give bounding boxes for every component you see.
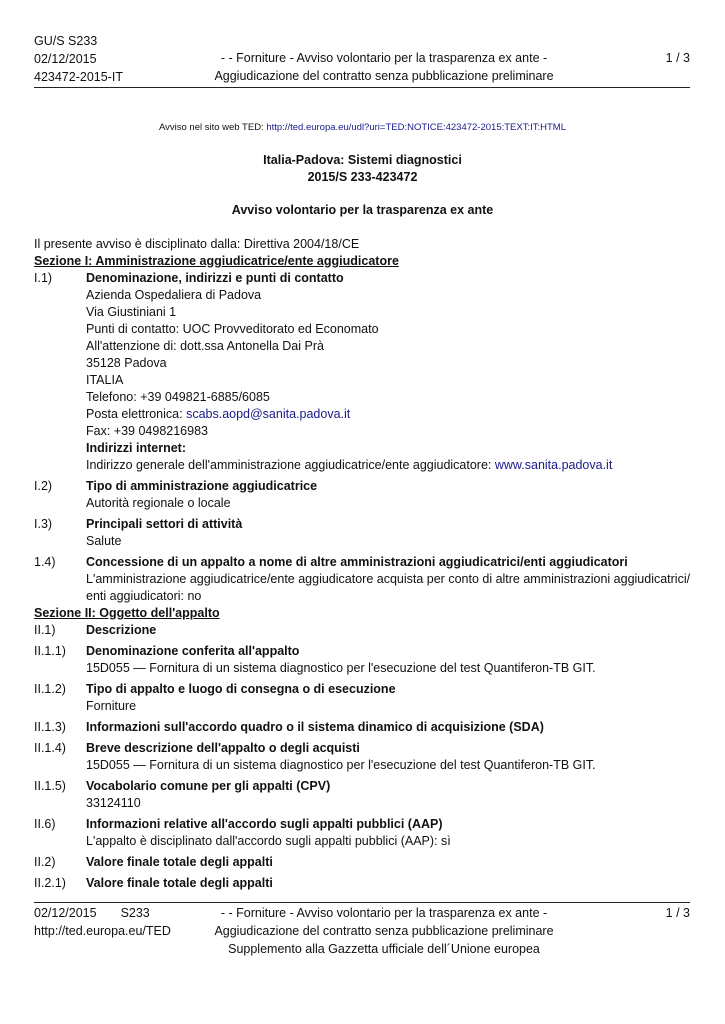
item-ii15 <box>34 778 694 812</box>
item-number: II.1.4) <box>34 741 66 755</box>
item-number: II.1.2) <box>34 682 66 696</box>
ted-notice-line <box>0 122 725 133</box>
header-title-line1: - - Forniture - Avviso volontario per la trasparenza ex ante - <box>220 51 548 65</box>
attention-of: All'attenzione di: dott.ssa Antonella Dai Prà <box>86 339 324 353</box>
item-number: I.2) <box>34 479 53 493</box>
notice-body <box>34 236 694 892</box>
item-number: II.2) <box>34 855 56 869</box>
item-i3 <box>34 516 694 550</box>
email-link[interactable]: scabs.aopd@sanita.padova.it <box>186 407 351 421</box>
item-title: Valore finale totale degli appalti <box>86 876 273 890</box>
item-title: Denominazione, indirizzi e punti di contatto <box>86 271 344 285</box>
org-country: ITALIA <box>86 373 124 387</box>
item-number: II.6) <box>34 817 56 831</box>
intro-line: Il presente avviso è disciplinato dalla: Direttiva 2004/18/CE <box>34 237 360 251</box>
header-divider <box>34 87 690 88</box>
footer-url: http://ted.europa.eu/TED <box>34 924 171 938</box>
item-title: Denominazione conferita all'appalto <box>86 644 300 658</box>
item-number: 1.4) <box>34 555 56 569</box>
section-1-heading: Sezione I: Amministrazione aggiudicatrice/ente aggiudicatore <box>34 254 399 268</box>
general-address-line <box>86 457 694 474</box>
general-address-label: Indirizzo generale dell'amministrazione aggiudicatrice/ente aggiudicatore: <box>86 458 495 472</box>
item-ii21 <box>34 875 694 892</box>
ted-link[interactable]: http://ted.europa.eu/udl?uri=TED:NOTICE:423472-2015:TEXT:IT:HTML <box>266 122 567 133</box>
internet-heading: Indirizzi internet: <box>86 441 186 455</box>
website-link[interactable]: www.sanita.padova.it <box>494 458 613 472</box>
item-value: Salute <box>86 534 122 548</box>
email-label: Posta elettronica: <box>86 407 187 421</box>
item-title: Tipo di appalto e luogo di consegna o di esecuzione <box>86 682 396 696</box>
notice-reference: 2015/S 233-423472 <box>307 170 418 184</box>
item-i4 <box>34 554 694 605</box>
section-2-heading: Sezione II: Oggetto dell'appalto <box>34 606 220 620</box>
header-title <box>174 49 594 85</box>
footer-title <box>174 904 594 958</box>
notice-place-title: Italia-Padova: Sistemi diagnostici <box>263 153 462 167</box>
notice-type-title: Avviso volontario per la trasparenza ex ante <box>231 203 494 217</box>
footer-divider <box>34 902 690 903</box>
item-ii2 <box>34 854 694 871</box>
item-ii12 <box>34 681 694 715</box>
ted-prefix: Avviso nel sito web TED: <box>158 122 267 133</box>
item-number: II.1) <box>34 623 56 637</box>
item-value-line1: L'amministrazione aggiudicatrice/ente aggiudicatore acquista per conto di altre amministrazioni aggiudicatrici/ <box>86 572 691 586</box>
footer-date-supp <box>34 904 171 922</box>
item-title: Concessione di un appalto a nome di altre amministrazioni aggiudicatrici/enti aggiudicatori <box>86 555 628 569</box>
item-title: Informazioni sull'accordo quadro o il sistema dinamico di acquisizione (SDA) <box>86 720 544 734</box>
org-name: Azienda Ospedaliera di Padova <box>86 288 262 302</box>
page-header <box>34 32 690 88</box>
footer-page-number: 1 / 3 <box>665 906 690 920</box>
item-number: II.1.5) <box>34 779 66 793</box>
item-value: L'appalto è disciplinato dall'accordo sugli appalti pubblici (AAP): sì <box>86 834 451 848</box>
item-ii1 <box>34 622 694 639</box>
item-ii13 <box>34 719 694 736</box>
item-number: I.1) <box>34 271 53 285</box>
item-ii11 <box>34 643 694 677</box>
item-title: Breve descrizione dell'appalto o degli acquisti <box>86 741 360 755</box>
footer-supplement: S233 <box>120 906 150 920</box>
item-value: 33124110 <box>86 796 141 810</box>
footer-date: 02/12/2015 <box>34 906 97 920</box>
item-title: Informazioni relative all'accordo sugli appalti pubblici (AAP) <box>86 817 443 831</box>
item-ii6 <box>34 816 694 850</box>
org-city: 35128 Padova <box>86 356 167 370</box>
item-value-line2: enti aggiudicatori: no <box>86 589 202 603</box>
org-street: Via Giustiniani 1 <box>86 305 177 319</box>
header-date: 02/12/2015 <box>34 52 97 66</box>
item-title: Descrizione <box>86 623 157 637</box>
org-phone: Telefono: +39 049821-6885/6085 <box>86 390 270 404</box>
header-page-number: 1 / 3 <box>665 51 690 65</box>
item-value: Forniture <box>86 699 137 713</box>
header-doc-id: 423472-2015-IT <box>34 70 123 84</box>
item-ii14 <box>34 740 694 774</box>
item-title: Vocabolario comune per gli appalti (CPV) <box>86 779 331 793</box>
header-meta <box>34 32 123 86</box>
item-number: II.2.1) <box>34 876 66 890</box>
item-value: 15D055 — Fornitura di un sistema diagnostico per l'esecuzione del test Quantiferon-TB GIT. <box>86 661 596 675</box>
item-title: Principali settori di attività <box>86 517 243 531</box>
item-value: Autorità regionale o locale <box>86 496 231 510</box>
item-number: I.3) <box>34 517 53 531</box>
header-journal: GU/S S233 <box>34 34 98 48</box>
item-title: Tipo di amministrazione aggiudicatrice <box>86 479 318 493</box>
footer-line3: Supplemento alla Gazzetta ufficiale dell´Unione europea <box>228 942 540 956</box>
item-value: 15D055 — Fornitura di un sistema diagnostico per l'esecuzione del test Quantiferon-TB GIT. <box>86 758 596 772</box>
header-title-line2: Aggiudicazione del contratto senza pubblicazione preliminare <box>214 69 554 83</box>
item-number: II.1.1) <box>34 644 66 658</box>
item-title: Valore finale totale degli appalti <box>86 855 273 869</box>
item-i2 <box>34 478 694 512</box>
footer-line2: Aggiudicazione del contratto senza pubblicazione preliminare <box>214 924 554 938</box>
org-email-line <box>86 406 694 423</box>
contact-point: Punti di contatto: UOC Provveditorato ed Economato <box>86 322 379 336</box>
footer-line1: - - Forniture - Avviso volontario per la trasparenza ex ante - <box>220 906 548 920</box>
item-i1 <box>34 270 694 474</box>
footer-meta <box>34 904 171 940</box>
org-fax: Fax: +39 0498216983 <box>86 424 208 438</box>
item-number: II.1.3) <box>34 720 66 734</box>
